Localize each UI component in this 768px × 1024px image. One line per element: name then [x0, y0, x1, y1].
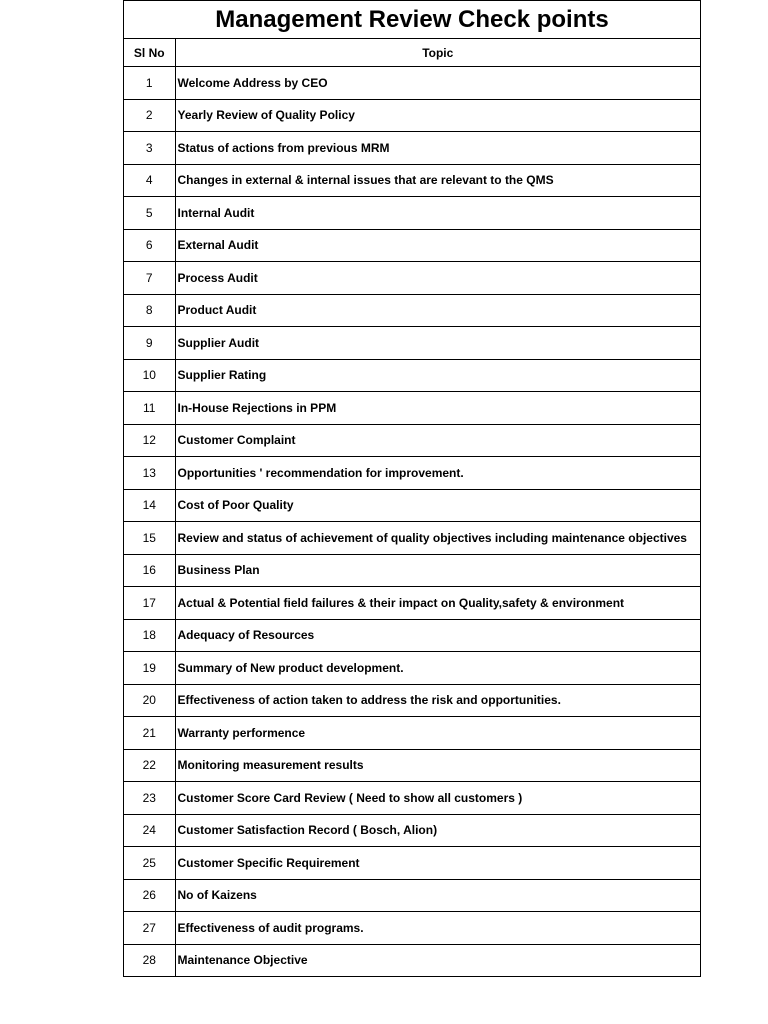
row-number: 10 — [124, 359, 175, 392]
row-number: 6 — [124, 229, 175, 262]
table-header-row — [124, 39, 700, 67]
row-topic: Supplier Rating — [175, 359, 700, 392]
table-row — [124, 879, 700, 912]
row-number: 27 — [124, 912, 175, 945]
row-number: 5 — [124, 197, 175, 230]
table-row — [124, 424, 700, 457]
table-row — [124, 262, 700, 295]
row-number: 26 — [124, 879, 175, 912]
row-topic: Effectiveness of action taken to address the risk and opportunities. — [175, 684, 700, 717]
row-topic: Cost of Poor Quality — [175, 489, 700, 522]
row-topic: Internal Audit — [175, 197, 700, 230]
row-topic: No of Kaizens — [175, 879, 700, 912]
table-row — [124, 814, 700, 847]
row-number: 18 — [124, 619, 175, 652]
row-topic: Welcome Address by CEO — [175, 67, 700, 100]
row-number: 11 — [124, 392, 175, 425]
table-row — [124, 522, 700, 555]
row-number: 14 — [124, 489, 175, 522]
sheet-title: Management Review Check points — [124, 1, 700, 39]
row-topic: Customer Satisfaction Record ( Bosch, Alion) — [175, 814, 700, 847]
table-row — [124, 912, 700, 945]
row-topic: External Audit — [175, 229, 700, 262]
table-row — [124, 684, 700, 717]
row-topic: Review and status of achievement of quality objectives including maintenance objectives — [175, 522, 700, 555]
row-topic: Supplier Audit — [175, 327, 700, 360]
row-number: 15 — [124, 522, 175, 555]
row-topic: Maintenance Objective — [177, 953, 308, 968]
row-topic: Business Plan — [175, 554, 700, 587]
row-number: 13 — [124, 457, 175, 490]
table-row — [124, 847, 700, 880]
row-number: 25 — [124, 847, 175, 880]
row-number: 2 — [124, 99, 175, 132]
row-topic: Customer Complaint — [175, 424, 700, 457]
row-topic: Opportunities ' recommendation for improvement. — [175, 457, 700, 490]
row-number: 24 — [124, 814, 175, 847]
table-row — [124, 587, 700, 620]
row-number: 3 — [124, 132, 175, 165]
row-number: 22 — [124, 749, 175, 782]
row-number: 4 — [124, 164, 175, 197]
table-row — [124, 619, 700, 652]
row-topic: Effectiveness of audit programs. — [175, 912, 700, 945]
table-row — [124, 489, 700, 522]
table-row — [124, 392, 700, 425]
row-number: 23 — [124, 782, 175, 815]
row-topic: Customer Score Card Review ( Need to show all customers ) — [175, 782, 700, 815]
row-number: 20 — [124, 684, 175, 717]
table-row — [124, 132, 700, 165]
row-number: 16 — [124, 554, 175, 587]
table-row — [124, 229, 700, 262]
table-body — [124, 67, 700, 977]
table-row — [124, 294, 700, 327]
row-topic: Product Audit — [175, 294, 700, 327]
checkpoints-table — [124, 39, 700, 976]
table-row — [124, 99, 700, 132]
row-number: 19 — [124, 652, 175, 685]
checkpoints-sheet — [123, 0, 701, 977]
table-row — [124, 944, 700, 976]
row-topic: Changes in external & internal issues that are relevant to the QMS — [175, 164, 700, 197]
table-row — [124, 554, 700, 587]
column-header-topic: Topic — [175, 39, 700, 67]
row-topic: Customer Specific Requirement — [175, 847, 700, 880]
row-topic: Yearly Review of Quality Policy — [175, 99, 700, 132]
row-number: 1 — [124, 67, 175, 100]
column-header-sl-no: Sl No — [124, 39, 175, 67]
table-row — [124, 782, 700, 815]
table-row — [124, 652, 700, 685]
table-row — [124, 67, 700, 100]
table-row — [124, 327, 700, 360]
row-topic: Monitoring measurement results — [175, 749, 700, 782]
table-row — [124, 164, 700, 197]
table-row — [124, 359, 700, 392]
row-number: 12 — [124, 424, 175, 457]
row-topic: Actual & Potential field failures & their impact on Quality,safety & environment — [175, 587, 700, 620]
table-row — [124, 457, 700, 490]
row-topic: In-House Rejections in PPM — [175, 392, 700, 425]
table-row — [124, 197, 700, 230]
table-row — [124, 749, 700, 782]
row-topic: Process Audit — [175, 262, 700, 295]
row-topic: Status of actions from previous MRM — [175, 132, 700, 165]
row-number: 21 — [124, 717, 175, 750]
row-number: 28 — [124, 944, 175, 976]
row-topic: Summary of New product development. — [175, 652, 700, 685]
row-number: 9 — [124, 327, 175, 360]
row-number: 17 — [124, 587, 175, 620]
row-topic: Warranty performence — [175, 717, 700, 750]
table-row — [124, 717, 700, 750]
row-number: 8 — [124, 294, 175, 327]
row-number: 7 — [124, 262, 175, 295]
row-topic: Adequacy of Resources — [175, 619, 700, 652]
